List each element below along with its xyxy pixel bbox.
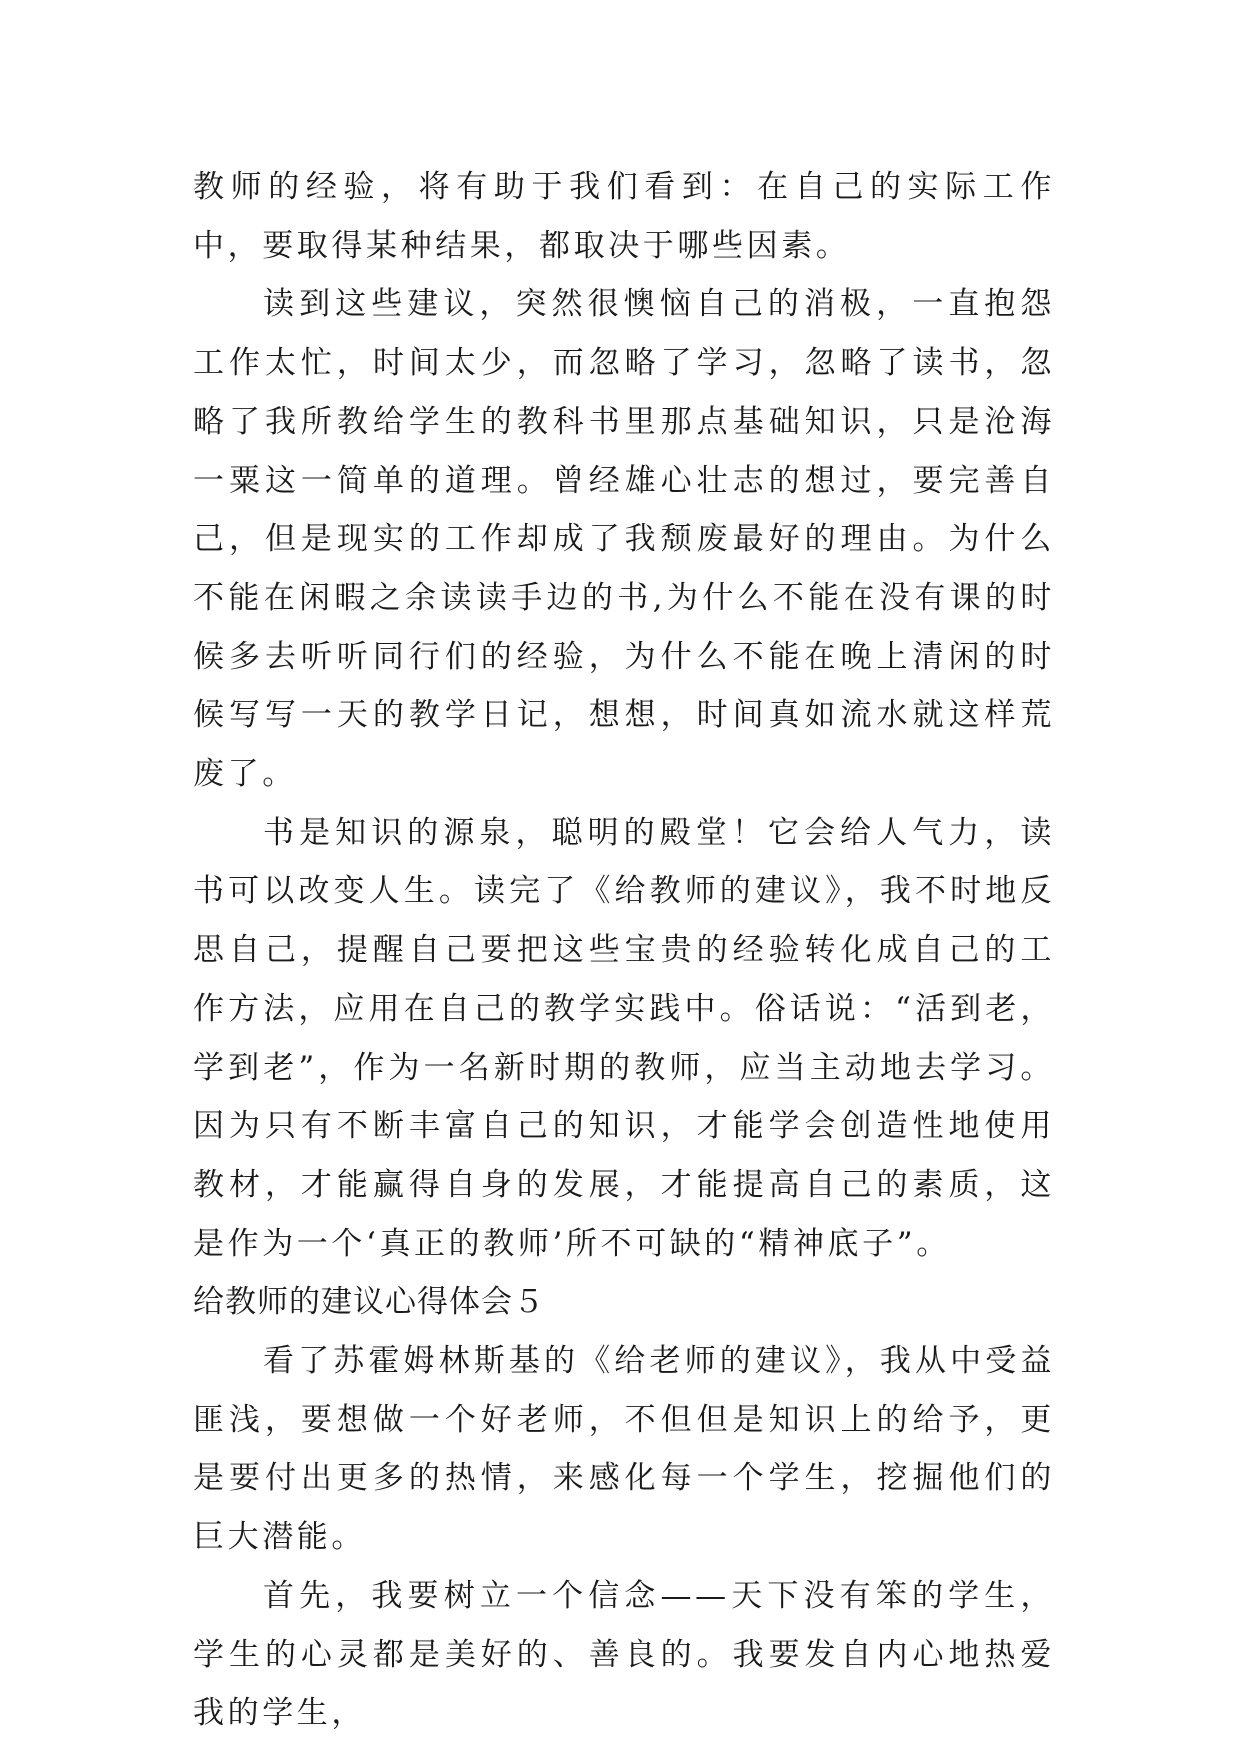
paragraph-2: 读到这些建议，突然很懊恼自己的消极，一直抱怨工作太忙，时间太少，而忽略了学习，忽略了读书，忽略了我所教给学生的教科书里那点基础知识，只是沧海一粟这一简单的道理。曾经雄心壮志的想过，要完善自己，但是现实的工作却成了我颓废最好的理由。为什么不能在闲暇之余读读手边的书,为什么不能在没有课的时候多去听听同行们的经验，为什么不能在晚上清闲的时候写写一天的教学日记，想想，时间真如流水就这样荒废了。 [193, 286, 1055, 793]
document-body [193, 158, 1055, 1743]
paragraph-1: 教师的经验，将有助于我们看到：在自己的实际工作中，要取得某种结果，都取决于哪些因素。 [193, 169, 1055, 264]
paragraph-4: 看了苏霍姆林斯基的《给老师的建议》，我从中受益匪浅，要想做一个好老师，不但但是知识上的给予，更是要付出更多的热情，来感化每一个学生，挖掘他们的巨大潜能。 [193, 1343, 1055, 1556]
paragraph-3: 书是知识的源泉，聪明的殿堂！它会给人气力，读书可以改变人生。读完了《给教师的建议》，我不时地反思自己，提醒自己要把这些宝贵的经验转化成自己的工作方法，应用在自己的教学实践中。俗话说：“活到老，学到老”，作为一名新时期的教师，应当主动地去学习。因为只有不断丰富自己的知识，才能学会创造性地使用教材，才能赢得自身的发展，才能提高自己的素质，这是作为一个‘真正的教师’所不可缺的“精神底子”。 [193, 814, 1055, 1262]
section-heading: 给教师的建议心得体会５ [193, 1284, 545, 1321]
paragraph-5: 首先，我要树立一个信念——天下没有笨的学生，学生的心灵都是美好的、善良的。我要发自内心地热爱我的学生， [193, 1577, 1055, 1732]
